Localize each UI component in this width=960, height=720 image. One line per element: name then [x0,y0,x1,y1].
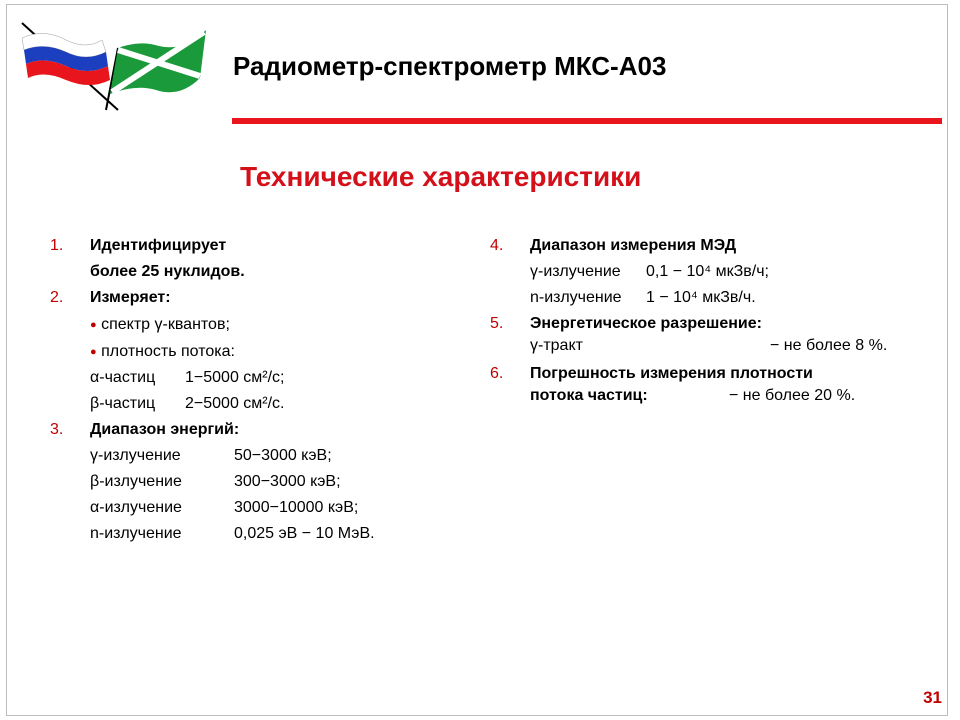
energy-beta-label: β-излучение [90,473,182,490]
item-6-line-2: потока частиц: [530,387,648,404]
section-subtitle: Технические характеристики [240,161,642,192]
energy-alpha-label: α-излучение [90,499,182,516]
item-2-sub-flux: ● плотность потока: [90,343,235,360]
dose-neutron-value: 1 − 10⁴ мкЗв/ч. [646,289,756,306]
item-number-1: 1. [50,237,64,254]
item-6-line-1: Погрешность измерения плотности [530,365,813,382]
bullet-icon: ● [90,319,97,331]
item-3-heading: Диапазон энергий: [90,421,240,438]
russia-flag-icon [22,33,110,85]
energy-neutron-value: 0,025 эВ − 10 МэВ. [234,525,375,542]
alpha-value: 1−5000 см²/с; [185,369,285,386]
alpha-label: α-частиц [90,369,156,386]
item-1-line-2: более 25 нуклидов. [90,263,245,280]
page-number: 31 [923,688,942,707]
energy-neutron-label: n-излучение [90,525,182,542]
item-number-6: 6. [490,365,504,382]
energy-alpha-value: 3000−10000 кэВ; [234,499,359,516]
beta-label: β-частиц [90,395,156,412]
resolution-label: γ-тракт [530,337,583,354]
flags-emblem [14,18,214,113]
energy-gamma-label: γ-излучение [90,447,181,464]
page-title: Радиометр-спектрометр МКС-А03 [233,51,667,81]
item-number-4: 4. [490,237,504,254]
item-number-3: 3. [50,421,64,438]
energy-gamma-value: 50−3000 кэВ; [234,447,332,464]
dose-gamma-value: 0,1 − 10⁴ мкЗв/ч; [646,263,769,280]
item-number-2: 2. [50,289,64,306]
bullet-icon: ● [90,346,97,358]
item-2-sub-spectrum: ● спектр γ-квантов; [90,316,230,333]
item-5-heading: Энергетическое разрешение: [530,315,762,332]
item-1-line-1: Идентифицирует [90,237,227,254]
beta-value: 2−5000 см²/с. [185,395,285,412]
dose-gamma-label: γ-излучение [530,263,621,280]
title-underline [232,118,942,124]
item-number-5: 5. [490,315,504,332]
item-2-heading: Измеряет: [90,289,171,306]
resolution-value: − не более 8 %. [770,337,888,354]
energy-beta-value: 300−3000 кэВ; [234,473,341,490]
error-value: − не более 20 %. [729,387,856,404]
st-andrew-green-flag-icon [110,30,206,94]
dose-neutron-label: n-излучение [530,289,622,306]
item-4-heading: Диапазон измерения МЭД [530,237,737,254]
